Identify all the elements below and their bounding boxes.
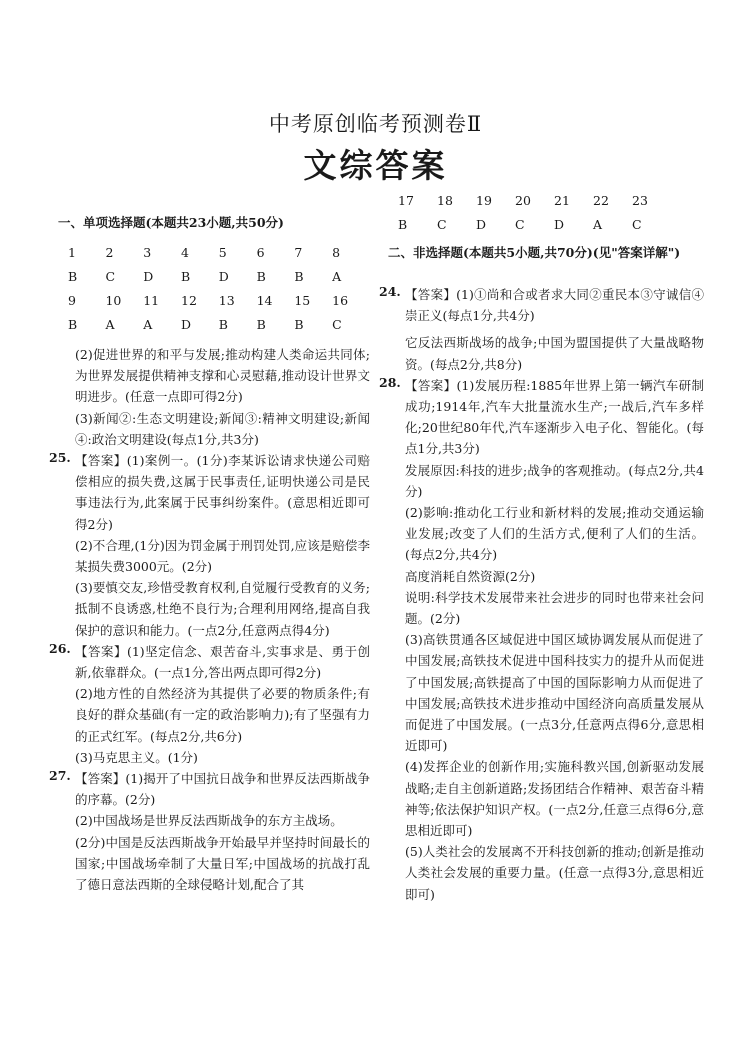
grid-cell: B [181,268,191,284]
grid-cell: 18 [437,192,453,208]
answer-paragraph: (3)马克思主义。(1分) [75,749,198,765]
grid-cell: A [143,316,153,332]
grid-cell: B [398,216,408,232]
grid-cell: B [256,268,266,284]
grid-cell: 3 [143,244,152,260]
grid-cell: B [218,316,228,332]
question-27 [49,768,370,895]
grid-cell: D [143,268,154,284]
grid-cell: D [218,268,229,284]
grid-cell: 19 [476,192,492,208]
answer-paragraph: 说明:科学技术发展带来社会进步的同时也带来社会问题。(2分) [405,589,704,627]
grid-cell: 22 [593,192,609,208]
grid-cell: C [515,216,525,232]
right-column [379,188,704,905]
grid-cell: 10 [105,292,122,308]
grid-cell: 6 [256,244,265,260]
answer-paragraph: (2)中国战场是世界反法西斯战争的东方主战场。 [75,813,343,829]
grid-num-row [68,288,370,312]
grid-cell: 21 [554,192,570,208]
grid-num-row [398,188,671,212]
answer-paragraph: (5)人类社会的发展离不开科技创新的推动;创新是推动人类社会发展的重要力量。(任意一点得3分,意思相近即可) [405,844,704,902]
answer-paragraph: (2)促进世界的和平与发展;推动构建人类命运共同体;为世界发展提供精神支撑和心灵慰藉,推动设计世界文明进步。(任意一点即可得2分) [75,347,370,405]
grid-cell: C [632,216,642,232]
grid-cell: B [256,316,266,332]
grid-cell: 11 [143,292,160,308]
grid-cell: 4 [181,244,189,260]
answer-paragraph: 【答案】(1)揭开了中国抗日战争和世界反法西斯战争的序幕。(2分) [75,771,370,808]
grid-cell: A [593,216,603,232]
grid-cell: A [105,316,115,332]
exam-subtitle: 中考原创临考预测卷Ⅱ [268,112,483,136]
grid-cell: B [68,268,78,284]
grid-cell: A [332,268,342,284]
left-column [49,212,370,895]
q24-continuation [58,344,370,450]
question-number: 28. [379,374,401,390]
grid-cell: C [332,316,342,332]
grid-answer-row [398,212,671,236]
answer-paragraph: (2)地方性的自然经济为其提供了必要的物质条件;有良好的群众基础(有一定的政治影响力);有了坚强有力的正式红军。(每点2分,共6分) [75,686,370,744]
grid-cell: 23 [632,192,648,208]
grid-cell: 8 [332,244,341,260]
answer-paragraph: 【答案】(1)①尚和合或者求大同②重民本③守诚信④崇正义(每点1分,共4分) [405,287,704,324]
grid-answer-row [68,264,370,288]
answer-paragraph: (3)新闻②:生态文明建设;新闻③:精神文明建设;新闻④:政治文明建设(每点1分,共3分) [75,410,370,447]
grid-cell: C [437,216,447,232]
question-number: 27. [49,768,71,784]
answer-paragraph: (4)发挥企业的创新作用;实施科教兴国,创新驱动发展战略;走自主创新道路;发扬团结合作精神、艰苦奋斗精神等;依法保护知识产权。(一点2分,任意三点得6分,意思相近即可) [405,759,704,839]
section2-heading: 二、非选择题(本题共5小题,共70分)(见"答案详解") [388,245,681,260]
grid-cell: 2 [105,244,114,260]
page-title: 文综答案 [303,146,448,185]
question-28 [379,374,704,905]
answer-paragraph: (3)高铁贯通各区域促进中国区域协调发展从而促进了中国发展;高铁技术促进中国科技实力的提升从而促进了中国发展;高铁提高了中国的国际影响力从而促进了中国发展;高铁技术进步推动中国经济向高质量发展从而促进了中国发展。(一点3分,任意两点得6分,意思相近即可) [405,632,704,754]
grid-cell: 16 [332,292,349,308]
grid-cell: 14 [256,292,273,308]
answer-grid-2 [398,188,671,236]
answer-paragraph: 【答案】(1)发展历程:1885年世界上第一辆汽车研制成功;1914年,汽车大批量流水生产;一战后,汽车多样化;20世纪80年代,汽车逐渐步入电子化、智能化。(每点1分,共3分) [405,377,704,457]
answer-paragraph: (2)不合理,(1分)因为罚金属于刑罚处罚,应该是赔偿李某损失费3000元。(2分) [75,537,370,575]
grid-cell: 5 [218,244,227,260]
answer-paragraph: (2)影响:推动化工行业和新材料的发展;推动交通运输业发展;改变了人们的生活方式,便利了人们的生活。(每点2分,共4分) [405,505,704,563]
answer-paragraph: 高度消耗自然资源(2分) [405,568,536,584]
grid-cell: B [294,268,304,284]
grid-cell: 1 [68,244,76,260]
question-24 [379,284,704,326]
answer-paragraph: 【答案】(1)坚定信念、艰苦奋斗,实事求是、勇于创新,依靠群众。(一点1分,答出两点即可得2分) [75,643,370,681]
grid-cell: C [105,268,116,284]
section1-heading: 一、单项选择题(本题共23小题,共50分) [58,215,284,230]
question-number: 25. [49,450,71,466]
grid-cell: B [294,316,304,332]
answer-paragraph: (2分)中国是反法西斯战争开始最早并坚持时间最长的国家;中国战场牵制了大量日军;中国战场的抗战打乱了德日意法西斯的全球侵略计划,配合了其 [75,834,370,893]
grid-cell: D [476,216,487,232]
grid-num-row [68,240,370,264]
grid-cell: 20 [515,192,531,208]
grid-cell: 15 [294,292,311,308]
question-number: 24. [379,284,401,299]
grid-cell: 12 [181,292,197,308]
grid-cell: 7 [294,244,303,260]
answer-paragraph: (3)要慎交友,珍惜受教育权利,自觉履行受教育的义务;抵制不良诱惑,杜绝不良行为;合理利用网络,提高自我保护的意识和能力。(一点2分,任意两点得4分) [75,580,370,638]
grid-answer-row [68,312,370,336]
answer-paragraph: 【答案】(1)案例一。(1分)李某诉讼请求快递公司赔偿相应的损失费,这属于民事责任,证明快递公司是民事违法行为,此案属于民事纠纷案件。(意思相近即可得2分) [75,453,370,532]
grid-cell: D [181,316,192,332]
answer-paragraph: 发展原因:科技的进步;战争的客观推动。(每点2分,共4分) [405,462,704,499]
grid-cell: 17 [398,192,414,208]
answer-grid-1 [68,240,370,336]
grid-cell: 9 [68,292,76,308]
grid-cell: B [68,316,78,332]
question-number: 26. [49,640,71,656]
grid-cell: 13 [218,292,235,308]
question-26 [49,640,370,768]
question-25 [49,450,370,641]
q27-continuation: 它反法西斯战场的战争;中国为盟国提供了大量战略物资。(每点2分,共8分) [405,335,704,372]
grid-cell: D [554,216,565,232]
